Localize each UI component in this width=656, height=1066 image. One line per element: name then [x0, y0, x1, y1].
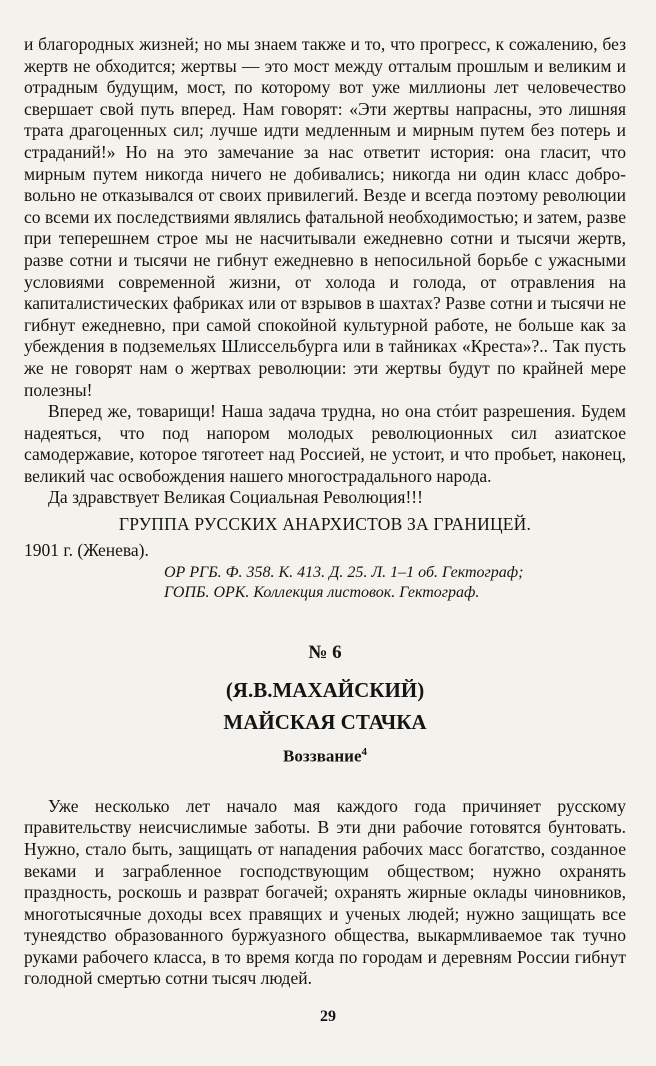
body-paragraph-3: Да здравствует Великая Социальная Революция!!! — [48, 487, 423, 508]
date-place: 1901 г. (Женева). — [24, 540, 149, 561]
archive-reference-line-2: ГОПБ. ОРК. Коллекция листовок. Гектограф. — [164, 584, 480, 602]
footnote-marker: 4 — [361, 746, 368, 759]
title-heading: МАЙСКАЯ СТАЧКА — [223, 710, 427, 735]
subtitle-heading — [24, 741, 626, 768]
author-heading: (Я.В.МАХАЙСКИЙ) — [225, 678, 425, 703]
page-number: 29 — [320, 1008, 336, 1025]
document-number: № 6 — [308, 642, 342, 664]
signature: ГРУППА РУССКИХ АНАРХИСТОВ ЗА ГРАНИЦЕЙ. — [118, 514, 532, 535]
body-paragraph-4: Уже несколько лет начало мая каждого года причиняет русскому правительству неисчислимые заботы. В эти дни рабочие готовятся бунтовать. Нужно, стало быть, защищать от нападения рабочих масс богатство, созданное веками и заграбленное господствующим обществом; нужно охранять праздность, роскошь и разврат богачей; охранять жирные оклады чиновников, многотысячные доходы всех правящих и ученых людей; нужно защищать все тунеядство образованного буржуазного общества, выкармливаемое так тучно руками рабочего класса, в то время когда по городам и деревням России гибнут голодной смертью сотни тысяч людей. — [24, 795, 626, 989]
subtitle-text: Воззвание — [282, 746, 362, 766]
archive-reference-line-1: ОР РГБ. Ф. 358. К. 413. Д. 25. Л. 1–1 об. Гектограф; — [164, 564, 524, 582]
body-paragraph-2: Вперед же, товарищи! Наша задача трудна, но она стóит разрешения. Будем надеяться, что под напором молодых революционных сил азиатское самодержавие, которое тяготеет над Россией, не устоит, и что пробьет, наконец, великий час освобождения нашего многострадального народа. — [24, 401, 626, 486]
archive-reference — [24, 563, 626, 603]
body-paragraph-1: и благородных жизней; но мы знаем также и то, что прогресс, к сожалению, без жертв не обходится; жертвы — это мост между отталым прошлым и великим и отрадным будущим, мост, по которому вот уже миллионы лет человечество свершает свой путь вперед. Нам говорят: «Эти жертвы напрасны, это лишняя трата драгоценных сил; лучше идти медленным и мирным путем без потерь и страданий!» Но на это замечание за нас ответит история: она гласит, что мирным путем никогда ничего не добивались; никогда ни один класс добровольно не отказывался от своих привилегий. Везде и всегда поэтому революции со всеми их последствиями являлись фатальной необходимостью; и затем, разве при теперешнем строе мы не насчитывали ежедневно сотни и тысячи жертв, разве сотни и тысячи не гибнут ежедневно в непосильной борьбе с ужасными условиями современной жизни, от холода и голода, от отравления на капиталистических фабриках или от взрывов в шахтах? Разве сотни и тысячи не гибнут ежедневно, при самой спокойной культурной работе, не больше как за убеждения в подземельях Шлиссельбурга или в тайниках «Креста»?.. Так пусть же не говорят нам о жертвах революции: эти жертвы будут по крайней мере полезны! — [24, 34, 626, 400]
